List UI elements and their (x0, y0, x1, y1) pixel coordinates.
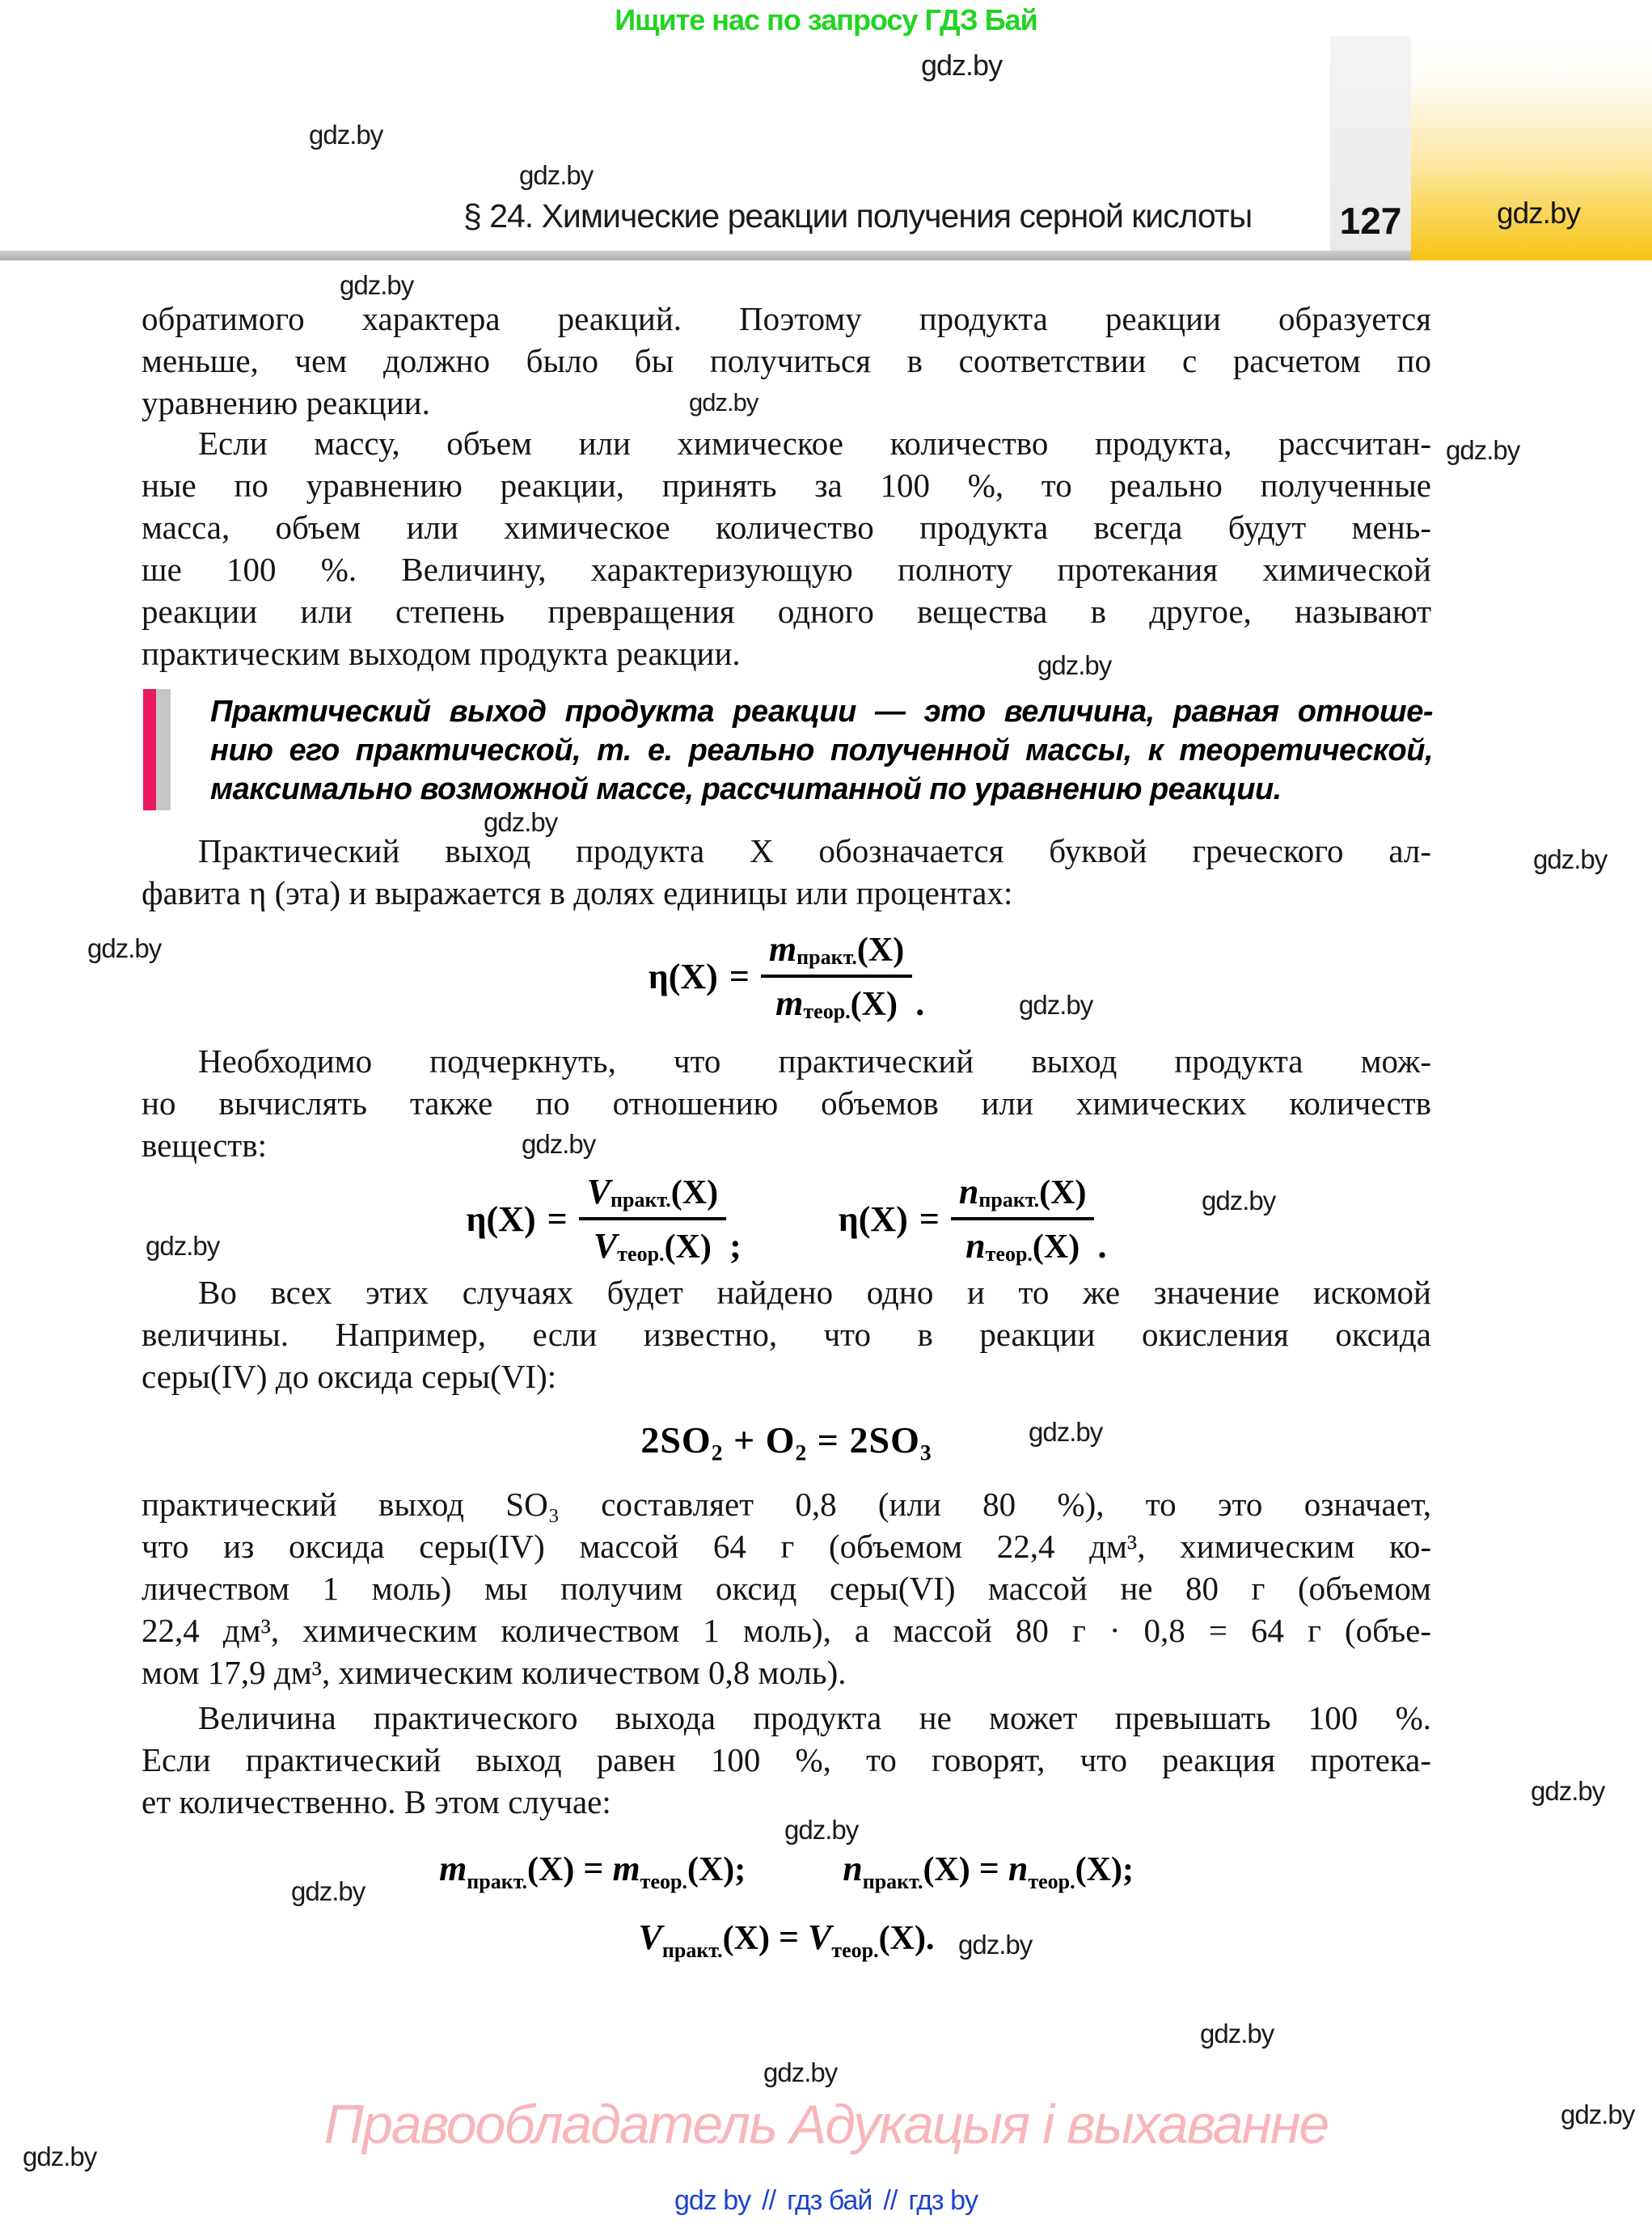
text-line: ше 100 %. Величину, характеризующую полноту протекания химической (142, 551, 1431, 588)
gdz-watermark: gdz.by (1497, 197, 1581, 230)
paragraph-7 (142, 1697, 1431, 1823)
fraction-denominator: $m_{теор.}(X)$ (775, 983, 898, 1024)
chemical-equation: 2SO₂ + O₂ = 2SO₃ (640, 1419, 932, 1461)
gdz-watermark: gdz.by (1561, 2099, 1635, 2129)
gdz-watermark: gdz.by (309, 120, 383, 150)
gdz-watermark: gdz.by (763, 2057, 838, 2087)
text-line: величины. Например, если известно, что в реакции окисления оксида (142, 1316, 1431, 1353)
link-separator: // (762, 2185, 776, 2216)
page-number-box (1330, 36, 1411, 251)
formula-punctuation: . (915, 983, 925, 1024)
text-line: обратимого характера реакций. Поэтому продукта реакции образуется (142, 300, 1431, 337)
text-line: реакции или степень превращения одного вещества в другое, называют (142, 593, 1431, 630)
corner-gradient (1411, 36, 1652, 260)
text-line: фавита η (эта) и выражается в долях единицы или процентах: (142, 874, 1013, 911)
text-line: уравнению реакции. (142, 384, 430, 421)
gdz-watermark: gdz.by (522, 1129, 596, 1159)
definition-line: максимально возможной массе, рассчитанной по уравнению реакции. (210, 772, 1282, 806)
text-line: личеством 1 моль) мы получим оксид серы(VI) массой не 80 г (объемом (142, 1570, 1431, 1607)
promo-banner: Ищите нас по запросу ГДЗ Бай (615, 3, 1037, 36)
text-line: Необходимо подчеркнуть, что практический выход продукта мож- (198, 1042, 1431, 1080)
identity-amount: $n_{практ.}(X) = n_{теор.}(X)$; (843, 1849, 1134, 1893)
equals-sign: = (729, 956, 750, 996)
gdz-watermark: gdz.by (958, 1930, 1033, 1960)
text-line: практическим выходом продукта реакции. (142, 635, 741, 672)
text-line: что из оксида серы(IV) массой 64 г (объемом 22,4 дм³, химическим ко- (142, 1528, 1431, 1565)
definition-block (210, 692, 1433, 809)
formula-yield-volume-ratio: η(X) = $\frac{V_{практ.}(X)}{V_{теор.}(X)}$ ; (466, 1172, 741, 1266)
definition-accent-bar (143, 689, 156, 810)
text-line: но вычислять также по отношению объемов или химических количеств (142, 1085, 1431, 1122)
text-line: 22,4 дм³, химическим количеством 1 моль), а массой 80 г · 0,8 = 64 г (объе- (142, 1612, 1431, 1649)
gdz-watermark: gdz.by (146, 1231, 220, 1261)
fraction (761, 928, 912, 1024)
link-gdz-by[interactable]: gdz by (674, 2185, 751, 2216)
page-number: 127 (1339, 200, 1402, 242)
definition-line: Практический выход продукта реакции — это величина, равная отноше- (210, 695, 1433, 729)
formula-yield-mass-ratio (142, 928, 1431, 1024)
copyright-notice: Правообладатель Адукацыя і выхаванне (323, 2094, 1329, 2155)
gdz-watermark: gdz.by (484, 807, 558, 837)
text-line: меньше, чем должно было бы получиться в соответствии с расчетом по (142, 342, 1431, 379)
gdz-watermark: gdz.by (921, 49, 1003, 82)
header-rule (0, 251, 1411, 260)
identity-row-mass-amount (142, 1848, 1431, 1894)
text-line: ет количественно. В этом случае: (142, 1783, 611, 1820)
gdz-watermark: gdz.by (1200, 2019, 1274, 2049)
text-line: веществ: (142, 1127, 267, 1164)
formula-yield-amount-ratio: η(X) = $\frac{n_{практ.}(X)}{n_{теор.}(X)}$ . (838, 1172, 1107, 1266)
text-line: Практический выход продукта X обозначается буквой греческого ал- (198, 832, 1431, 869)
text-line: серы(IV) до оксида серы(VI): (142, 1358, 557, 1395)
paragraph-2 (142, 422, 1431, 674)
definition-line: нию его практической, т. е. реально полученной массы, к теоретической, (210, 734, 1433, 767)
gdz-watermark: gdz.by (1202, 1186, 1276, 1216)
identity-row-volume (142, 1917, 1431, 1963)
fraction-numerator: $m_{практ.}(X)$ (761, 928, 912, 978)
paragraph-1 (142, 298, 1431, 424)
identity-volume: $V_{практ.}(X) = V_{теор.}(X)$. (638, 1917, 935, 1962)
paragraph-5 (142, 1271, 1431, 1397)
gdz-watermark: gdz.by (519, 160, 594, 190)
formula-row-volume-amount (142, 1171, 1431, 1266)
paragraph-4 (142, 1040, 1431, 1166)
footer-links (0, 2185, 1652, 2217)
text-line: ные по уравнению реакции, принять за 100 %, то реально полученные (142, 467, 1431, 504)
gdz-watermark: gdz.by (784, 1815, 859, 1845)
gdz-watermark: gdz.by (340, 270, 414, 300)
definition-accent-bar-shadow (156, 689, 171, 810)
text-line: Во всех этих случаях будет найдено одно и то же значение искомой (198, 1274, 1431, 1311)
paragraph-6 (142, 1483, 1431, 1693)
gdz-watermark: gdz.by (1533, 844, 1608, 874)
link-gdz-by-cyr[interactable]: гдз by (908, 2185, 978, 2216)
gdz-watermark: gdz.by (87, 933, 162, 963)
gdz-watermark: gdz.by (1029, 1417, 1103, 1447)
gdz-watermark: gdz.by (1037, 650, 1112, 680)
gdz-watermark: gdz.by (23, 2142, 97, 2171)
link-gdz-bai[interactable]: гдз бай (787, 2185, 872, 2216)
gdz-watermark: gdz.by (1446, 435, 1520, 465)
text-line: Если практический выход равен 100 %, то говорят, что реакция протека- (142, 1741, 1431, 1778)
gdz-watermark: gdz.by (689, 388, 758, 416)
text-line: Величина практического выхода продукта не может превышать 100 %. (198, 1699, 1431, 1736)
formula-lhs: η(X) (648, 956, 718, 996)
section-title: § 24. Химические реакции получения серной кислоты (463, 197, 1253, 235)
gdz-watermark: gdz.by (1019, 990, 1093, 1020)
gdz-watermark: gdz.by (1531, 1776, 1605, 1806)
text-line: Если массу, объем или химическое количество продукта, рассчитан- (198, 425, 1431, 462)
text-line: масса, объем или химическое количество продукта всегда будут мень- (142, 509, 1431, 546)
paragraph-3 (142, 830, 1431, 914)
link-separator: // (883, 2185, 898, 2216)
text-line: практический выход SO₃ составляет 0,8 (или 80 %), то это означает, (142, 1486, 1431, 1523)
text-line: мом 17,9 дм³, химическим количеством 0,8 моль). (142, 1654, 847, 1691)
gdz-watermark: gdz.by (291, 1876, 365, 1906)
identity-mass: $m_{практ.}(X) = m_{теор.}(X)$; (439, 1849, 746, 1893)
